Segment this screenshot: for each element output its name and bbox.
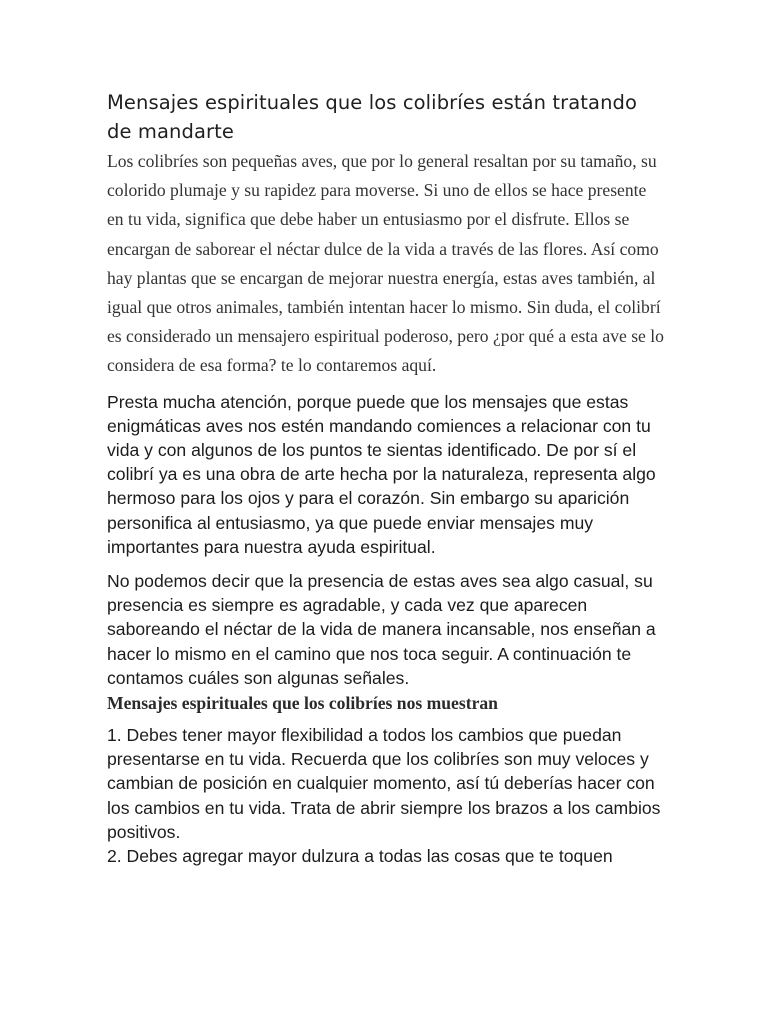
document-title: Mensajes espirituales que los colibríes están tratando de mandarte — [107, 91, 638, 143]
body-paragraph-1: Presta mucha atención, porque puede que los mensajes que estas enigmáticas aves nos estén mandando comiences a relacionar con tu vida y con algunos de los puntos te sientas identificado. De por sí el colibrí ya es una obra de arte hecha por la naturaleza, representa algo hermoso para los ojos y para el corazón. Sin embargo su aparición personifica al entusiasmo, ya que puede enviar mensajes muy importantes para nuestra ayuda espiritual. — [107, 391, 656, 557]
section-subheading: Mensajes espirituales que los colibríes nos muestran — [107, 693, 498, 714]
list-item: 1. Debes tener mayor flexibilidad a todos los cambios que puedan presentarse en tu vida. Recuerda que los colibríes son muy veloces y cambian de posición en cualquier momento, así tú deberías hacer con los cambios en tu vida. Trata de abrir siempre los brazos a los cambios positivos. — [107, 725, 661, 842]
body-paragraph-2: No podemos decir que la presencia de estas aves sea algo casual, su presencia es siempre es agradable, y cada vez que aparecen saboreando el néctar de la vida de manera incansable, nos enseñan a hacer lo mismo en el camino que nos toca seguir. A continuación te contamos cuáles son algunas señales. — [107, 571, 656, 688]
document-body — [107, 88, 667, 868]
messages-list — [107, 723, 667, 868]
list-item: 2. Debes agregar mayor dulzura a todas las cosas que te toquen — [107, 846, 613, 867]
intro-paragraph: Los colibríes son pequeñas aves, que por lo general resaltan por su tamaño, su colorido plumaje y su rapidez para moverse. Si uno de ellos se hace presente en tu vida, significa que debe haber un entusiasmo por el disfrute. Ellos se encargan de saborear el néctar dulce de la vida a través de las flores. Así como hay plantas que se encargan de mejorar nuestra energía, estas aves también, al igual que otros animales, también intentan hacer lo mismo. Sin duda, el colibrí es considerado un mensajero espiritual poderoso, pero ¿por qué a esta ave se lo considera de esa forma? te lo contaremos aquí. — [107, 151, 664, 376]
